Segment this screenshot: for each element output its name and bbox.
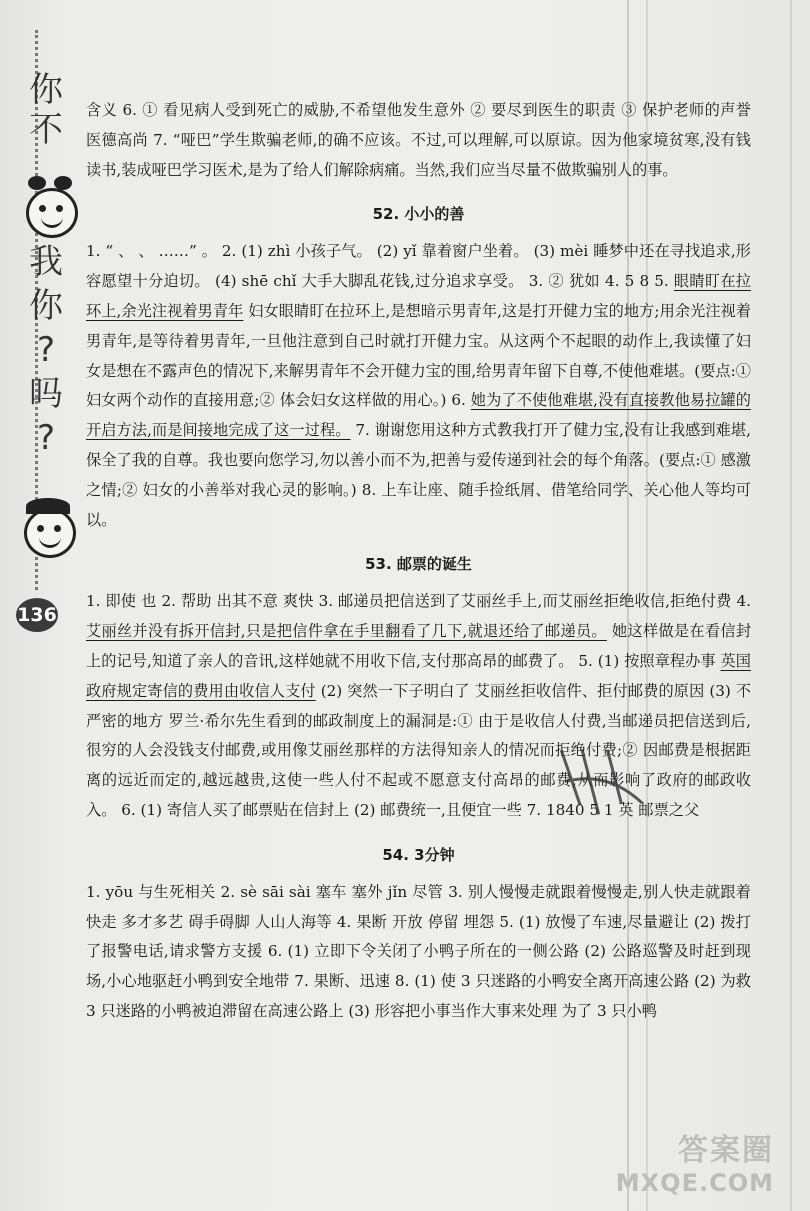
decorative-handwriting: 你 不 — [29, 70, 63, 150]
hair-icon — [26, 498, 70, 514]
underlined-answer: 艾丽丝并没有拆开信封,只是把信件拿在手里翻看了几下,就退还给了邮递员。 — [86, 622, 607, 641]
paragraph-continued: 含义 6. ① 看见病人受到死亡的威胁,不希望他发生意外 ② 要尽到医生的职责 ③ 保护老师的声誉 医德高尚 7. “哑巴”学生欺骗老师,的确不应该。不过,可以理解,可以原谅。因为他家境贫寒,没有钱读书,装成哑巴学习医术,是为了给人们解除病痛。当然,我们应当尽量不做欺骗别人的事。 — [86, 101, 751, 179]
answer-text: (2) 突然一下子明白了 艾丽丝拒收信件、拒付邮费的原因 (3) 不严密的地方 罗兰·希尔先生看到的邮政制度上的漏洞是:① 由于是收信人付费,当邮递员把信送到后,很穷的人会没钱支付邮费,或用像艾丽丝那样的方法得知亲人的情况而拒绝付费;② 因邮费是根据距离的远近而定的,越远越贵,这使一些人付不起或不愿意支付高昂的邮费,从而影响了政府的邮政收入。 6. (1) 寄信人买了邮票贴在信封上 (2) 邮费统一,且便宜一些 7. 1840 5 1 英 邮票之父 — [86, 681, 752, 819]
section-54-answers: 1. yōu 与生死相关 2. sè sāi sài 塞车 塞外 jǐn 尽管 3. 别人慢慢走就跟着慢慢走,别人快走就跟着快走 多才多艺 碍手碍脚 人山人海等 4. 果断 开放 停留 埋怨 5. (1) 放慢了车速,尽量避让 (2) 拨打了报警电话,请求警方支援 6. (1) 立即下令关闭了小鸭子所在的一侧公路 (2) 公路巡警及时赶到现场,小心地驱赶小鸭到安全地带 7. 果断、迅速 8. (1) 使 3 只迷路的小鸭安全离开高速公路 (2) 为救 3 只迷路的小鸭被迫滞留在高速公路上 (3) 形容把小事当作大事来处理 为了 3 只小鸭 — [86, 882, 751, 1020]
answer-text: 1. “ 、 、 ……” 。 2. (1) zhì 小孩子气。 (2) yǐ 靠着窗户坐着。 (3) mèi 睡梦中还在寻找追求,形容愿望十分迫切。 (4) shē chǐ 大手大脚乱花钱,过分追求享受。 3. ② 犹如 4. 5 8 5. — [86, 242, 751, 291]
hair-bun-icon — [54, 176, 72, 190]
section-title-53: 53. 邮票的诞生 — [365, 555, 472, 574]
watermark-url: MXQE.COM — [615, 1169, 774, 1197]
answer-content — [86, 96, 751, 1027]
underlined-answer: 她为了不使他难堪,没有直接教他易拉罐的开启方法,而是间接地完成了这一过程。 — [86, 391, 751, 440]
cartoon-girl-face-icon — [26, 188, 78, 238]
page-number: 136 — [16, 598, 58, 632]
answer-text: 1. 即使 也 2. 帮助 出其不意 爽快 3. 邮递员把信送到了艾丽丝手上,而艾丽丝拒绝收信,拒绝付费 4. — [86, 592, 751, 611]
watermark — [616, 1125, 774, 1197]
cartoon-boy-face-icon — [24, 508, 76, 558]
decorative-handwriting: 我 你 ? 吗 ? — [29, 242, 63, 458]
section-title-52: 52. 小小的善 — [372, 205, 465, 224]
answer-text: 7. 谢谢您用这种方式教我打开了健力宝,没有让我感到难堪,保全了我的自尊。我也要向您学习,勿以善小而不为,把善与爱传递到社会的每个角落。(要点:① 感激之情;② 妇女的小善举对我心灵的影响。) 8. 上车让座、随手捡纸屑、借笔给同学、关心他人等均可以。 — [86, 421, 751, 529]
underlined-answer: 眼睛盯在拉环上,余光注视着男青年 — [86, 272, 751, 320]
hair-bun-icon — [28, 176, 46, 190]
section-title-54: 54. 3分钟 — [382, 845, 455, 864]
watermark-logo-text: 答案圈 — [678, 1133, 774, 1168]
underlined-answer: 英国政府规定寄信的费用由收信人支付 — [86, 651, 751, 700]
answer-text: 她这样做是在看信封上的记号,知道了亲人的音讯,这样她就不用收下信,支付那高昂的邮费了。 5. (1) 按照章程办事 — [86, 622, 752, 670]
page-edge-line — [790, 0, 792, 1211]
answer-text: 妇女眼睛盯在拉环上,是想暗示男青年,这是打开健力宝的地方;用余光注视着男青年,是等待着男青年,一旦他注意到自己时就打开健力宝。从这两个不起眼的动作上,我读懂了妇女是想在不露声色的情况下,来解男青年不会开健力宝的围,给男青年留下自尊,不使他难堪。(要点:① 妇女两个动作的直接用意;② 体会妇女这样做的用心。) 6. — [86, 301, 752, 410]
section-52-answers — [86, 237, 751, 535]
